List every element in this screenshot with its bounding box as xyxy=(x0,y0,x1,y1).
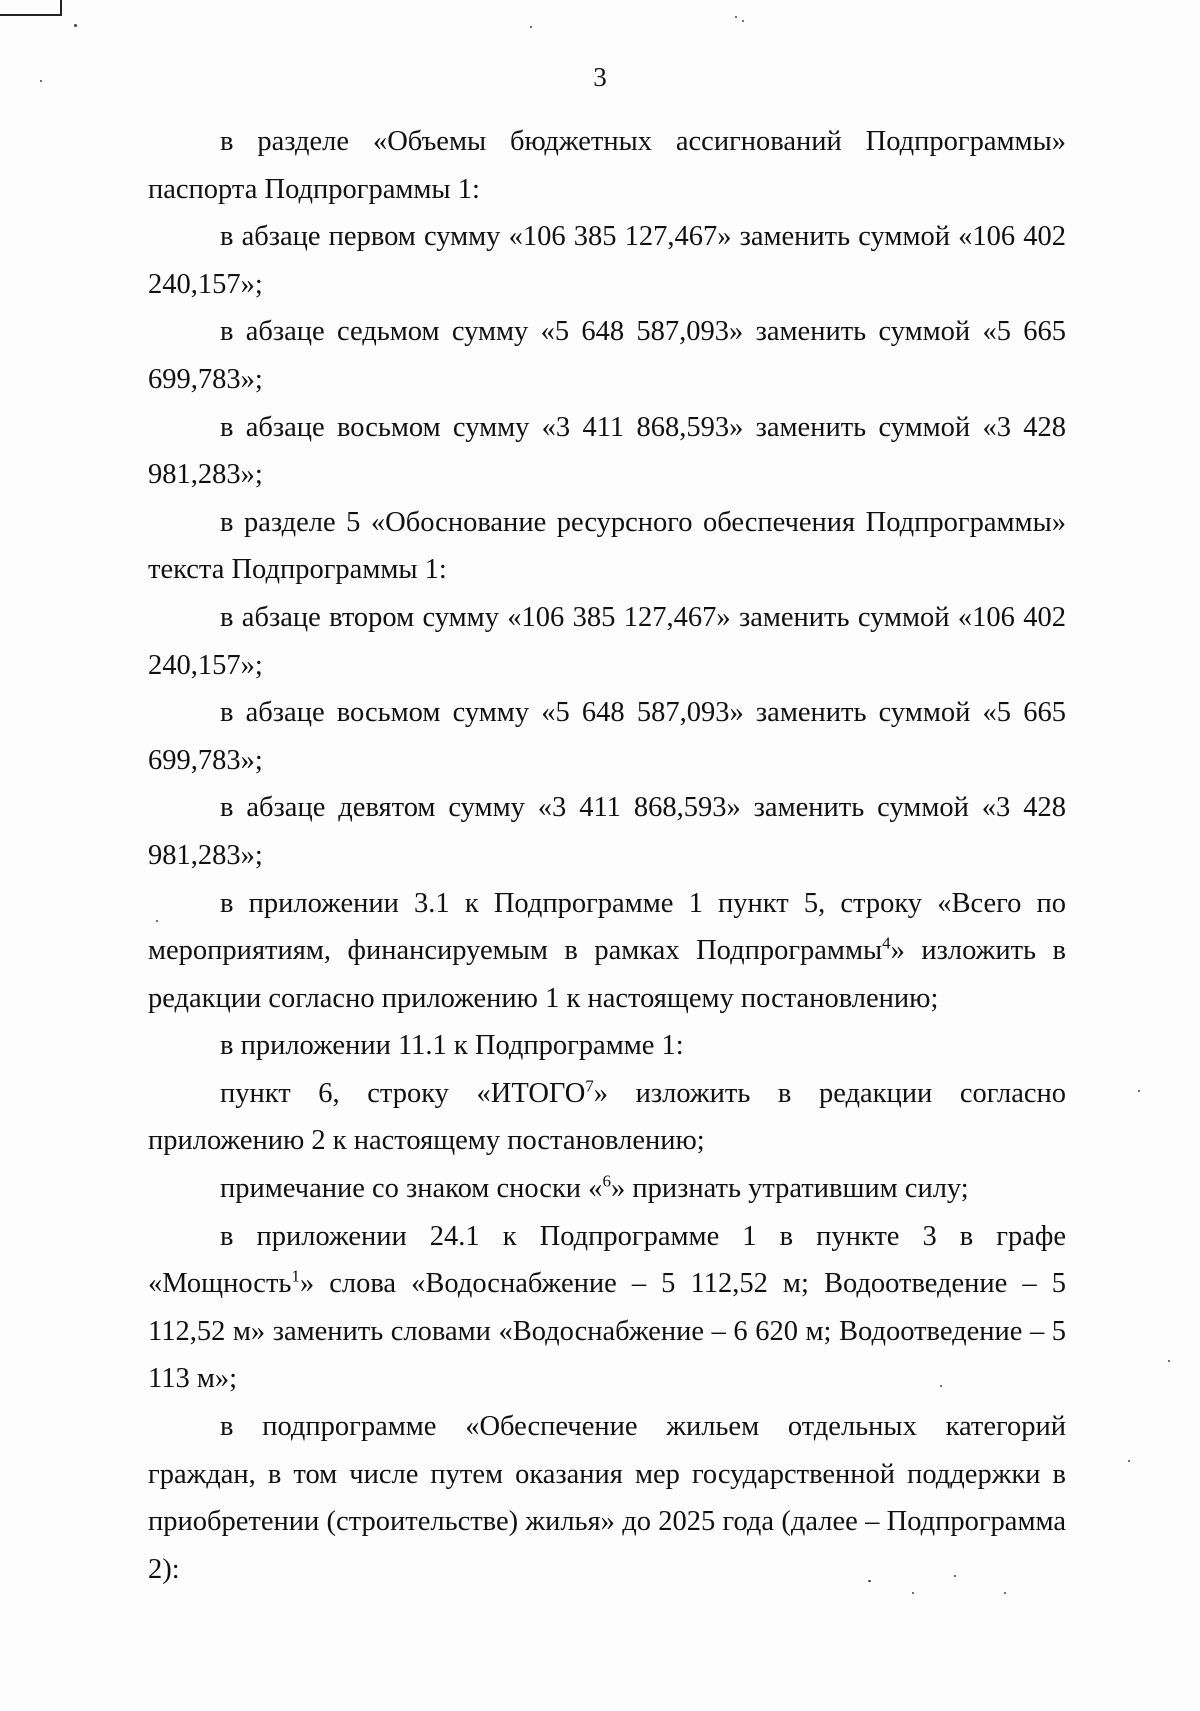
paragraph-13-text-before: в приложении 24.1 к Подпрограмме 1 в пункте 3 в графе «Мощность xyxy=(148,1220,1066,1300)
scan-speck xyxy=(940,1385,942,1387)
paragraph-9-text-after: » изложить в редакции согласно приложению 1 к настоящему постановлению; xyxy=(148,935,1066,1014)
paragraph-13-text-after: » слова «Водоснабжение – 5 112,52 м; Водоотведение – 5 112,52 м» заменить словами «Водоснабжение – 6 620 м; Водоотведение – 5 113 м»; xyxy=(148,1268,1066,1395)
footnote-mark-6: 6 xyxy=(602,1171,611,1191)
scan-speck xyxy=(954,1575,956,1577)
paragraph-2: в абзаце первом сумму «106 385 127,467» заменить суммой «106 402 240,157»; xyxy=(148,221,1066,300)
paragraph-5: в разделе 5 «Обоснование ресурсного обеспечения Подпрограммы» текста Подпрограммы 1: xyxy=(148,506,1066,586)
scan-speck xyxy=(40,80,42,82)
footnote-mark-4: 4 xyxy=(882,933,891,953)
paragraph-1: в разделе «Объемы бюджетных ассигнований Подпрограммы» паспорта Подпрограммы 1: xyxy=(148,126,1066,205)
paragraph-12-text-after: » признать утратившим силу; xyxy=(610,1173,969,1205)
document-body xyxy=(148,118,1066,1593)
paragraph-12-text-before: примечание со знаком сноски « xyxy=(220,1173,603,1205)
scan-corner-mark xyxy=(0,0,62,16)
scan-speck xyxy=(742,20,744,22)
page-number: 3 xyxy=(593,62,607,92)
scan-speck xyxy=(735,16,737,18)
scan-speck xyxy=(1004,1592,1006,1594)
scan-speck xyxy=(74,24,77,27)
scan-speck xyxy=(912,1592,914,1594)
paragraph-4: в абзаце восьмом сумму «3 411 868,593» заменить суммой «3 428 981,283»; xyxy=(148,411,1066,491)
paragraph-11-text-after: » изложить в редакции согласно приложению 2 к настоящему постановлению; xyxy=(148,1077,1066,1157)
footnote-mark-7: 7 xyxy=(585,1076,594,1096)
scan-speck xyxy=(1168,1360,1170,1362)
paragraph-13 xyxy=(148,1213,1066,1403)
paragraph-3: в абзаце седьмом сумму «5 648 587,093» заменить суммой «5 665 699,783»; xyxy=(148,316,1066,395)
paragraph-6: в абзаце втором сумму «106 385 127,467» заменить суммой «106 402 240,157»; xyxy=(148,601,1066,681)
paragraph-9-text-before: в приложении 3.1 к Подпрограмме 1 пункт 5, строку «Всего по мероприятиям, финансируемым в рамках Подпрограммы xyxy=(148,887,1066,967)
paragraph-12 xyxy=(148,1165,1066,1213)
paragraph-14: в подпрограмме «Обеспечение жильем отдельных категорий граждан, в том числе путем оказания мер государственной поддержки в приобретении (строительстве) жилья» до 2025 года (далее – Подпрограмма 2): xyxy=(148,1411,1066,1585)
paragraph-8: в абзаце девятом сумму «3 411 868,593» заменить суммой «3 428 981,283»; xyxy=(148,792,1066,871)
scan-speck xyxy=(1138,1090,1140,1092)
paragraph-10: в приложении 11.1 к Подпрограмме 1: xyxy=(220,1030,684,1062)
scan-speck xyxy=(868,1580,871,1582)
paragraph-9 xyxy=(148,880,1066,1023)
scan-speck xyxy=(156,920,158,922)
paragraph-11 xyxy=(148,1070,1066,1165)
footnote-mark-1: 1 xyxy=(291,1266,300,1286)
scan-speck xyxy=(1128,1460,1130,1462)
paragraph-11-text-before: пункт 6, строку «ИТОГО xyxy=(220,1077,586,1109)
scan-speck xyxy=(530,26,532,28)
paragraph-7: в абзаце восьмом сумму «5 648 587,093» заменить суммой «5 665 699,783»; xyxy=(148,697,1066,776)
